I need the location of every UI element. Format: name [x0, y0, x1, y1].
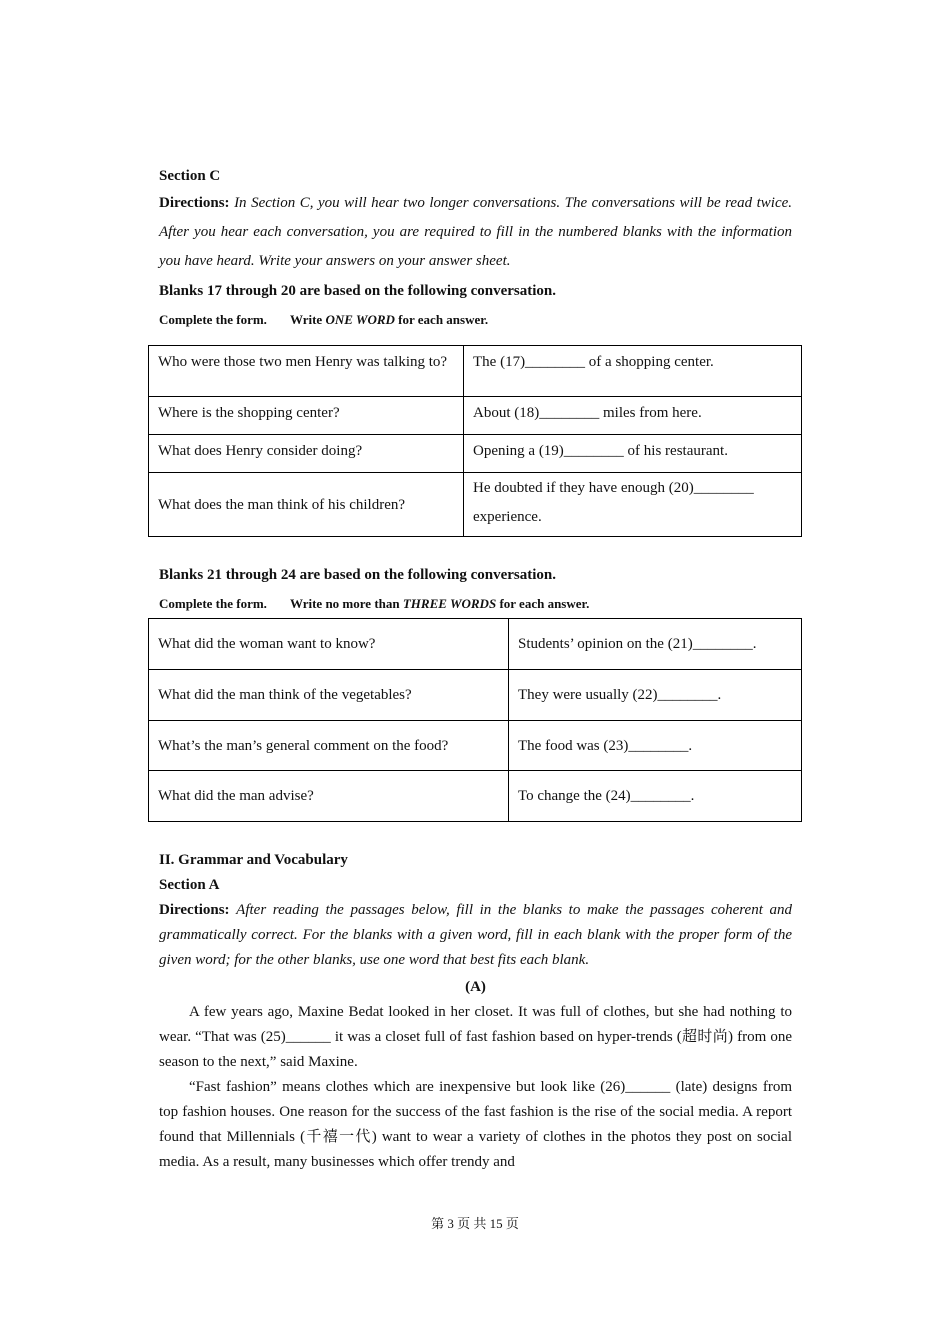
table-row — [149, 619, 802, 670]
complete-form-label: Complete the form. — [159, 312, 267, 327]
write-post: for each answer. — [398, 312, 489, 327]
directions-text: After reading the passages below, fill in the blanks to make the passages coherent and grammatically correct. For the blanks with a given word, fill in each blank with the proper form of the given word; for the other blanks, use one word that best fits each blank. — [159, 902, 792, 968]
directions-label: Directions: — [159, 902, 230, 918]
table-row — [149, 397, 802, 435]
answer-cell: Students’ opinion on the (21)________. — [509, 619, 802, 670]
table-row — [149, 473, 802, 537]
write-pre: Write no more than — [289, 596, 400, 611]
table-row — [149, 771, 802, 822]
conv2-header — [159, 560, 792, 613]
answer-cell: The food was (23)________. — [509, 721, 802, 771]
grammar-section — [159, 848, 792, 1175]
paragraph: A few years ago, Maxine Bedat looked in her closet. It was full of clothes, but she had nothing to wear. “That was (25)______ it was a closet full of fast fashion based on hyper-trends (超时尚) from one season to the next,” said Maxine. — [159, 1004, 792, 1070]
section-c-directions — [159, 189, 792, 276]
question-cell: What did the man think of the vegetables? — [149, 670, 509, 721]
passage-label: (A) — [465, 979, 486, 995]
answer-cell: About (18)________ miles from here. — [464, 397, 802, 435]
write-emphasis: THREE WORDS — [402, 596, 497, 611]
answer-cell: Opening a (19)________ of his restaurant. — [464, 435, 802, 473]
complete-form-label: Complete the form. — [159, 596, 267, 611]
section-c-heading: Section C — [159, 168, 221, 184]
page-content — [159, 166, 792, 329]
question-cell: What did the woman want to know? — [149, 619, 509, 670]
write-post: for each answer. — [499, 596, 590, 611]
grammar-directions — [159, 898, 792, 973]
table-row — [149, 721, 802, 771]
question-cell: Where is the shopping center? — [149, 397, 464, 435]
paragraph: “Fast fashion” means clothes which are inexpensive but look like (26)______ (late) designs from top fashion houses. One reason for the success of the fast fashion is the rise of the social media. A report found that Millennials (千禧一代) want to wear a variety of clothes in the photos they post on social media. As a result, many businesses which offer trendy and — [159, 1079, 792, 1170]
answer-cell: They were usually (22)________. — [509, 670, 802, 721]
answer-cell: The (17)________ of a shopping center. — [464, 346, 802, 397]
write-emphasis: ONE WORD — [325, 312, 395, 327]
question-cell: What did the man advise? — [149, 771, 509, 822]
question-cell: What does Henry consider doing? — [149, 435, 464, 473]
conv2-instructions — [159, 595, 792, 613]
table-row — [149, 670, 802, 721]
table-row — [149, 346, 802, 397]
conv2-table — [148, 618, 802, 822]
answer-cell: He doubted if they have enough (20)________ experience. — [464, 473, 802, 537]
directions-text: In Section C, you will hear two longer conversations. The conversations will be read twice. After you hear each conversation, you are required to fill in the numbered blanks with the information you have heard. Write your answers on your answer sheet. — [159, 195, 793, 269]
directions-label: Directions: — [159, 195, 230, 211]
question-cell: What’s the man’s general comment on the food? — [149, 721, 509, 771]
conv1-instructions — [159, 311, 792, 329]
conv2-title: Blanks 21 through 24 are based on the following conversation. — [159, 567, 556, 583]
conv1-title: Blanks 17 through 20 are based on the following conversation. — [159, 283, 556, 299]
question-cell: What does the man think of his children? — [149, 473, 464, 537]
page-footer: 第 3 页 共 15 页 — [431, 1216, 519, 1231]
question-cell: Who were those two men Henry was talking to? — [149, 346, 464, 397]
write-pre: Write — [289, 312, 323, 327]
grammar-heading: II. Grammar and Vocabulary — [159, 852, 348, 868]
table-row — [149, 435, 802, 473]
answer-cell: To change the (24)________. — [509, 771, 802, 822]
conv1-table — [148, 345, 802, 537]
grammar-section-a: Section A — [159, 877, 220, 893]
